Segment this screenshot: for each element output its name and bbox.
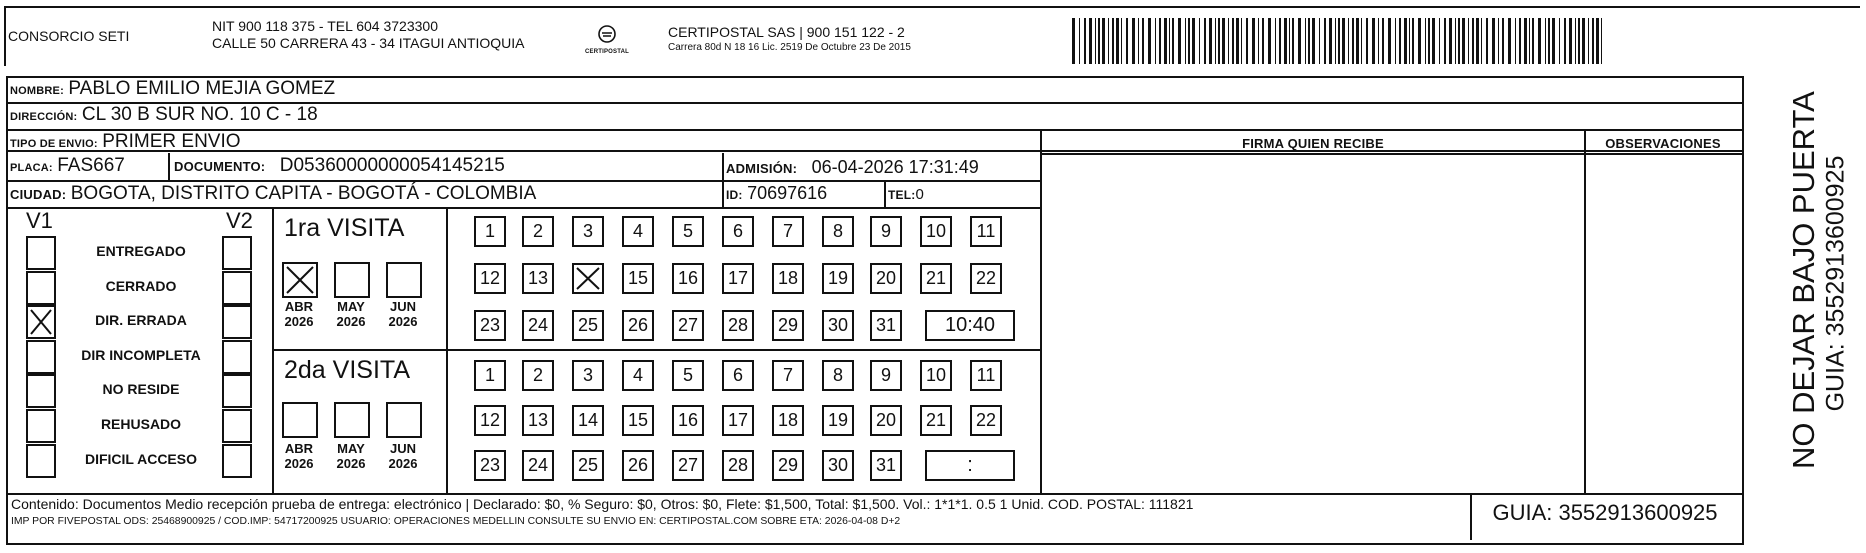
visit2-day[interactable]: 15	[622, 405, 654, 436]
documento-label: DOCUMENTO:	[174, 159, 266, 174]
barcode-bar	[1548, 18, 1550, 64]
barcode-bar	[1569, 18, 1572, 64]
v1-checkbox[interactable]	[26, 340, 56, 374]
visit2-day[interactable]: 4	[622, 360, 654, 391]
barcode-bar	[1439, 18, 1440, 64]
id-value: 70697616	[747, 183, 828, 203]
barcode-bar	[1575, 18, 1576, 64]
v1-checkbox[interactable]	[26, 305, 56, 339]
barcode-bar	[1596, 18, 1599, 64]
visit1-day[interactable]: 28	[722, 310, 754, 341]
barcode-bar	[1222, 18, 1225, 64]
v2-label: V2	[226, 208, 253, 233]
visit2-day[interactable]: 10	[920, 360, 952, 391]
visit2-day[interactable]: 19	[822, 405, 854, 436]
reason-label: CERRADO	[105, 277, 177, 294]
barcode-bar	[1218, 18, 1220, 64]
barcode-bar	[1148, 18, 1151, 64]
barcode-bar	[1268, 18, 1271, 64]
barcode-bar	[1378, 18, 1379, 64]
footer-imp: IMP POR FIVEPOSTAL ODS: 25468900925 / COD.IMP: 54717200925 USUARIO: OPERACIONES MEDELLIN CONSULTE SU ENVIO EN: CERTIPOSTAL.COM SOBRE ETA: 2026-04-08 D+2	[11, 516, 901, 527]
visit1-day[interactable]: 27	[672, 310, 704, 341]
barcode-bar	[1199, 18, 1200, 64]
barcode-bar	[1138, 18, 1139, 64]
month-year: 2026	[284, 456, 314, 471]
company-contact	[212, 18, 525, 52]
v1-checkbox[interactable]	[26, 236, 56, 270]
company-name: CONSORCIO SETI	[8, 28, 130, 44]
barcode-bar	[1412, 18, 1414, 64]
barcode-bar	[1395, 18, 1396, 64]
v2-checkbox[interactable]	[222, 374, 252, 408]
barcode-bar	[1159, 18, 1161, 64]
visit1-day[interactable]: 3	[572, 216, 604, 247]
barcode-bar	[1356, 18, 1359, 64]
visit1-day[interactable]: 26	[622, 310, 654, 341]
certipostal-info	[668, 24, 911, 56]
month-name: ABR	[284, 299, 314, 314]
barcode-bar	[1319, 18, 1320, 64]
barcode-bar	[1342, 18, 1345, 64]
barcode-bar	[1462, 18, 1465, 64]
visit1-day[interactable]	[572, 263, 604, 294]
v1-checkbox[interactable]	[26, 444, 56, 478]
firma-area[interactable]	[1042, 153, 1584, 493]
barcode-bar	[1552, 18, 1555, 64]
nombre-row	[10, 78, 335, 100]
check-x-icon	[574, 265, 602, 292]
visit1-day[interactable]: 6	[722, 216, 754, 247]
barcode-bar	[1241, 18, 1242, 64]
barcode-bar	[1324, 18, 1326, 64]
barcode-bar	[1116, 18, 1119, 64]
barcode-bar	[1444, 18, 1446, 64]
logo-icon	[595, 24, 619, 44]
visit2-day[interactable]: 1	[474, 360, 506, 391]
v2-checkbox[interactable]	[222, 340, 252, 374]
visit2-day[interactable]: 27	[672, 450, 704, 481]
visit1-day[interactable]: 9	[870, 216, 902, 247]
barcode-bar	[1582, 18, 1585, 64]
visit2-day[interactable]: 11	[970, 360, 1002, 391]
side-panel	[1744, 91, 1850, 469]
visit2-month-label	[276, 441, 322, 471]
barcode-bar	[1298, 18, 1301, 64]
visit1-day[interactable]: 12	[474, 263, 506, 294]
v2-checkbox[interactable]	[222, 444, 252, 478]
barcode-bar	[1252, 18, 1255, 64]
visit2-day[interactable]: 22	[970, 405, 1002, 436]
visit2-day[interactable]: 24	[522, 450, 554, 481]
observaciones-header: OBSERVACIONES	[1605, 136, 1721, 151]
id-row	[726, 183, 827, 204]
month-name: ABR	[284, 441, 314, 456]
month-year: 2026	[336, 456, 366, 471]
ciudad-label: CIUDAD:	[10, 187, 67, 202]
visit2-day[interactable]: 16	[672, 405, 704, 436]
visit2-title: 2da VISITA	[284, 356, 410, 384]
visit2-day[interactable]: 9	[870, 360, 902, 391]
barcode-bar	[1476, 18, 1479, 64]
barcode-bar	[1508, 18, 1511, 64]
barcode-bar	[1432, 18, 1435, 64]
visit1-month-checkbox[interactable]	[386, 262, 422, 298]
side-guia-text: GUIA: 3552913600925	[1821, 155, 1850, 412]
visit1-day[interactable]: 23	[474, 310, 506, 341]
barcode-bar	[1492, 18, 1495, 64]
barcode-bar	[1472, 18, 1474, 64]
barcode	[1072, 18, 1608, 64]
barcode-bar	[1289, 18, 1290, 64]
visit1-month-checkbox[interactable]	[282, 262, 318, 298]
barcode-bar	[1192, 18, 1195, 64]
visit2-month-label	[328, 441, 374, 471]
reason-label: DIR INCOMPLETA	[81, 346, 201, 363]
visit2-day[interactable]: 26	[622, 450, 654, 481]
visit1-day[interactable]: 22	[970, 263, 1002, 294]
barcode-bar	[1592, 18, 1594, 64]
barcode-bar	[1102, 18, 1105, 64]
v1-label: V1	[26, 208, 53, 233]
barcode-bar	[1089, 18, 1092, 64]
barcode-bar	[1185, 18, 1186, 64]
barcode-bar	[1498, 18, 1499, 64]
visit2-month-checkbox[interactable]	[386, 402, 422, 438]
visit2-day[interactable]: 8	[822, 360, 854, 391]
barcode-bar	[1425, 18, 1426, 64]
ciudad-value: BOGOTA, DISTRITO CAPITA - BOGOTÁ - COLOMBIA	[70, 183, 537, 204]
barcode-bar	[1132, 18, 1135, 64]
barcode-bar	[1559, 18, 1560, 64]
reason-label: ENTREGADO	[96, 243, 186, 259]
certipostal-line1: CERTIPOSTAL SAS | 900 151 122 - 2	[668, 24, 905, 40]
barcode-bar	[1329, 18, 1332, 64]
v2-checkbox[interactable]	[222, 305, 252, 339]
visit1-day[interactable]: 30	[822, 310, 854, 341]
visit2-day[interactable]: 29	[772, 450, 804, 481]
tipo-value: PRIMER ENVIO	[102, 131, 241, 152]
month-name: MAY	[337, 299, 365, 314]
visit1-month-label	[276, 299, 322, 329]
placa-row	[10, 155, 125, 177]
barcode-bar	[1409, 18, 1410, 64]
barcode-bar	[1468, 18, 1469, 64]
visit2-day[interactable]: 28	[722, 450, 754, 481]
reason-label: DIR. ERRADA	[95, 312, 187, 329]
month-year: 2026	[336, 314, 366, 329]
certipostal-line2: Carrera 80d N 18 16 Lic. 2519 De Octubre 23 De 2015	[668, 42, 911, 53]
barcode-bar	[1502, 18, 1504, 64]
visit2-day[interactable]: 14	[572, 405, 604, 436]
barcode-bar	[1529, 18, 1530, 64]
v1-checkbox[interactable]	[26, 374, 56, 408]
visit2-day[interactable]: 17	[722, 405, 754, 436]
month-name: JUN	[389, 299, 416, 314]
visit1-day[interactable]: 4	[622, 216, 654, 247]
admision-value: 06-04-2026 17:31:49	[811, 157, 979, 177]
tel-label: TEL:	[888, 188, 916, 202]
documento-value: D05360000000054145215	[279, 155, 505, 176]
month-year: 2026	[284, 314, 314, 329]
v2-checkbox[interactable]	[222, 409, 252, 443]
visit1-day[interactable]: 13	[522, 263, 554, 294]
visit1-day[interactable]: 21	[920, 263, 952, 294]
visit1-month-label	[328, 299, 374, 329]
barcode-bar	[1312, 18, 1315, 64]
placa-value: FAS667	[57, 155, 125, 176]
visit1-month-label	[380, 299, 426, 329]
visit1-month-checkbox[interactable]	[334, 262, 370, 298]
barcode-bar	[1361, 18, 1362, 64]
barcode-bar	[1519, 18, 1521, 64]
check-x-icon	[284, 264, 316, 296]
v1-checkbox[interactable]	[26, 409, 56, 443]
barcode-bar	[1072, 18, 1075, 64]
visit1-time-field[interactable]: 10:40	[925, 310, 1015, 341]
visit2-day[interactable]: 13	[522, 405, 554, 436]
barcode-bar	[1486, 18, 1488, 64]
barcode-bar	[1126, 18, 1128, 64]
barcode-bar	[1418, 18, 1421, 64]
visit1-day[interactable]: 11	[970, 216, 1002, 247]
placa-label: PLACA:	[10, 162, 53, 174]
barcode-bar	[1209, 18, 1212, 64]
check-x-icon	[28, 307, 54, 337]
barcode-bar	[1188, 18, 1190, 64]
reason-label: REHUSADO	[100, 416, 182, 432]
barcode-bar	[1588, 18, 1589, 64]
firma-header: FIRMA QUIEN RECIBE	[1242, 136, 1384, 151]
visit2-day[interactable]: 21	[920, 405, 952, 436]
visit1-day[interactable]: 1	[474, 216, 506, 247]
month-year: 2026	[388, 456, 418, 471]
barcode-bar	[1481, 18, 1482, 64]
barcode-bar	[1338, 18, 1340, 64]
footer-guia: GUIA: 3552913600925	[1492, 500, 1718, 525]
nombre-label: NOMBRE:	[10, 85, 64, 97]
barcode-bar	[1108, 18, 1109, 64]
barcode-bar	[1275, 18, 1276, 64]
barcode-bar	[1578, 18, 1580, 64]
visit2-day[interactable]: 7	[772, 360, 804, 391]
barcode-bar	[1348, 18, 1349, 64]
visit1-day[interactable]: 29	[772, 310, 804, 341]
barcode-bar	[1204, 18, 1206, 64]
barcode-bar	[1236, 18, 1239, 64]
tipo-label: TIPO DE ENVIO:	[10, 138, 98, 150]
visit1-day[interactable]: 24	[522, 310, 554, 341]
direccion-value: CL 30 B SUR NO. 10 C - 18	[81, 104, 318, 125]
v1-checkbox[interactable]	[26, 271, 56, 305]
barcode-bar	[1262, 18, 1264, 64]
reason-label: NO RESIDE	[102, 381, 180, 398]
address-line: CALLE 50 CARRERA 43 - 34 ITAGUI ANTIOQUIA	[212, 35, 525, 51]
barcode-bar	[1178, 18, 1181, 64]
barcode-bar	[1305, 18, 1306, 64]
certipostal-logo	[580, 24, 634, 55]
visit1-day[interactable]: 5	[672, 216, 704, 247]
month-year: 2026	[388, 314, 418, 329]
footer-contenido: Contenido: Documentos Medio recepción prueba de entrega: electrónico | Declarado: $0, % Seguro: $0, Otros: $0, Flete: $1,500, Total: $1,500. Vol.: 1*1*1. 0.5 1 Unid. COD. POSTAL: 111821	[11, 496, 1194, 512]
barcode-bar	[1538, 18, 1541, 64]
visit1-day[interactable]: 7	[772, 216, 804, 247]
barcode-bar	[1112, 18, 1114, 64]
barcode-bar	[1515, 18, 1516, 64]
barcode-bar	[1292, 18, 1294, 64]
barcode-bar	[1352, 18, 1354, 64]
reason-label: DIFICIL ACCESO	[84, 450, 197, 467]
observaciones-area[interactable]	[1586, 153, 1740, 493]
barcode-bar	[1404, 18, 1407, 64]
tel-row	[888, 186, 924, 204]
visit2-day[interactable]: 3	[572, 360, 604, 391]
barcode-bar	[1084, 18, 1086, 64]
visit2-day[interactable]: 23	[474, 450, 506, 481]
visit2-day[interactable]: 31	[870, 450, 902, 481]
direccion-row	[10, 104, 318, 126]
barcode-bar	[1232, 18, 1234, 64]
barcode-bar	[1098, 18, 1100, 64]
visit2-day[interactable]: 30	[822, 450, 854, 481]
barcode-bar	[1155, 18, 1156, 64]
month-name: MAY	[337, 441, 365, 456]
barcode-bar	[1532, 18, 1534, 64]
visit2-time-field[interactable]: :	[925, 450, 1015, 481]
visit2-day[interactable]: 12	[474, 405, 506, 436]
visit1-day[interactable]: 18	[772, 263, 804, 294]
visit1-day[interactable]: 16	[672, 263, 704, 294]
nit-line: NIT 900 118 375 - TEL 604 3723300	[212, 18, 438, 34]
barcode-bar	[1228, 18, 1229, 64]
visit1-day[interactable]: 25	[572, 310, 604, 341]
tel-value: 0	[915, 186, 924, 203]
barcode-bar	[1169, 18, 1170, 64]
admision-label: ADMISIÓN:	[726, 161, 798, 176]
visit2-day[interactable]: 25	[572, 450, 604, 481]
barcode-bar	[1164, 18, 1167, 64]
barcode-bar	[1246, 18, 1248, 64]
visit1-day[interactable]: 15	[622, 263, 654, 294]
visit1-day[interactable]: 20	[870, 263, 902, 294]
barcode-bar	[1172, 18, 1174, 64]
logo-text: CERTIPOSTAL	[584, 49, 630, 55]
visit2-month-label	[380, 441, 426, 471]
tipo-row	[10, 131, 241, 153]
barcode-bar	[1428, 18, 1430, 64]
barcode-bar	[1279, 18, 1281, 64]
barcode-bar	[1095, 18, 1096, 64]
id-label: ID:	[726, 188, 743, 202]
direccion-label: DIRECCIÓN:	[10, 111, 78, 123]
admision-row	[726, 157, 979, 178]
nombre-value: PABLO EMILIO MEJIA GOMEZ	[68, 78, 336, 99]
barcode-bar	[1308, 18, 1310, 64]
barcode-bar	[1601, 18, 1602, 64]
barcode-bar	[1121, 18, 1122, 64]
visit2-day[interactable]: 6	[722, 360, 754, 391]
barcode-bar	[1372, 18, 1375, 64]
barcode-bar	[1142, 18, 1144, 64]
barcode-bar	[1382, 18, 1384, 64]
visit1-day[interactable]: 2	[522, 216, 554, 247]
barcode-bar	[1284, 18, 1287, 64]
visit1-day[interactable]: 19	[822, 263, 854, 294]
barcode-bar	[1366, 18, 1368, 64]
visit1-title: 1ra VISITA	[284, 214, 405, 242]
month-name: JUN	[389, 441, 416, 456]
barcode-bar	[1335, 18, 1336, 64]
v2-checkbox[interactable]	[222, 236, 252, 270]
visit1-day[interactable]: 31	[870, 310, 902, 341]
barcode-bar	[1545, 18, 1546, 64]
visit2-day[interactable]: 18	[772, 405, 804, 436]
barcode-bar	[1458, 18, 1460, 64]
barcode-bar	[1564, 18, 1566, 64]
barcode-bar	[1388, 18, 1391, 64]
barcode-bar	[1449, 18, 1452, 64]
visit2-month-checkbox[interactable]	[334, 402, 370, 438]
barcode-bar	[1455, 18, 1456, 64]
barcode-bar	[1079, 18, 1080, 64]
barcode-bar	[1215, 18, 1216, 64]
v2-checkbox[interactable]	[222, 271, 252, 305]
visit1-day[interactable]: 17	[722, 263, 754, 294]
ciudad-row	[10, 183, 536, 205]
no-dejar-text: NO DEJAR BAJO PUERTA	[1786, 91, 1821, 469]
barcode-bar	[1258, 18, 1259, 64]
visit2-day[interactable]: 5	[672, 360, 704, 391]
visit2-month-checkbox[interactable]	[282, 402, 318, 438]
barcode-bar	[1399, 18, 1401, 64]
visit1-day[interactable]: 8	[822, 216, 854, 247]
visit2-day[interactable]: 20	[870, 405, 902, 436]
barcode-bar	[1524, 18, 1527, 64]
documento-row	[174, 155, 505, 177]
visit2-day[interactable]: 2	[522, 360, 554, 391]
visit1-day[interactable]: 10	[920, 216, 952, 247]
